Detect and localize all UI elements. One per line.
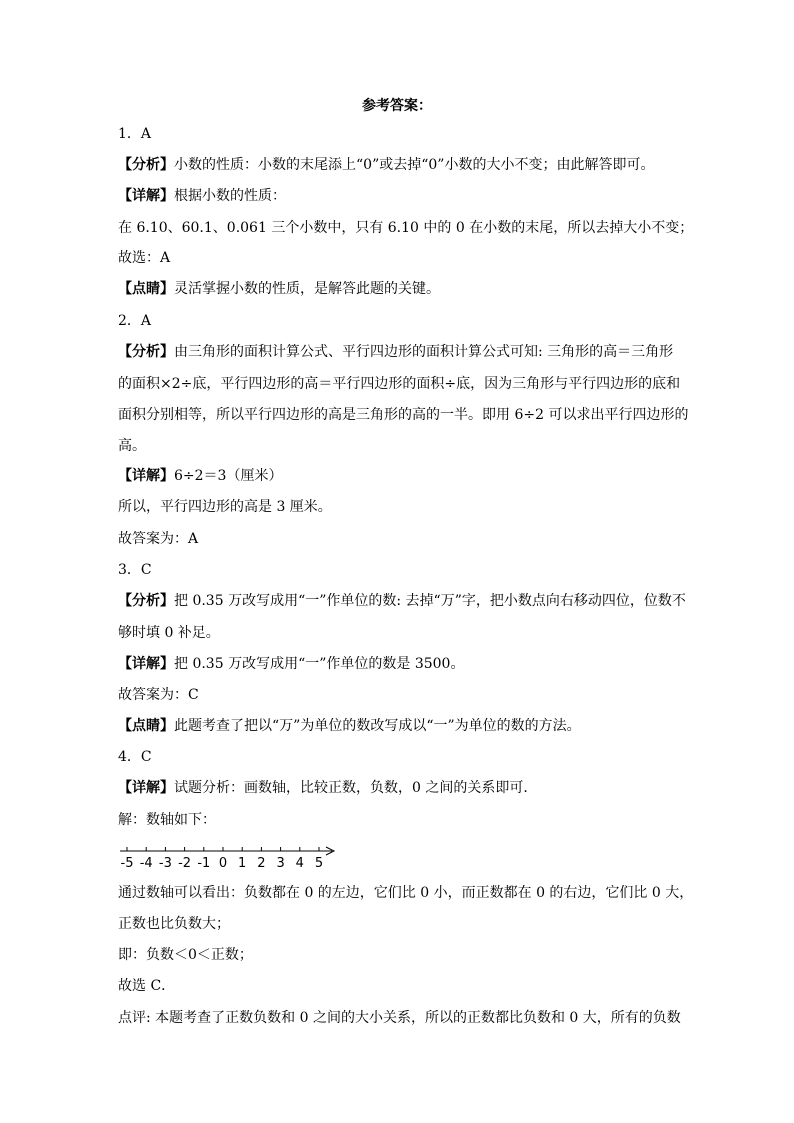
q1-detail-body: 在 6.10、60.1、0.061 三个小数中，只有 6.10 中的 0 在小数的末尾，所以去掉大小不变； <box>118 220 694 236</box>
q4-relation: 即：负数＜0＜正数； <box>118 947 253 963</box>
q4-observation-1: 通过数轴可以看出：负数都在 0 的左边，它们比 0 小，而正数都在 0 的右边，它们比 0 大， <box>118 885 694 901</box>
q3-analysis-line-2: 够时填 0 补足。 <box>118 625 220 641</box>
q1-comment-line <box>118 279 688 299</box>
q1-analysis-text: 小数的性质：小数的末尾添上“0”或去掉“0”小数的大小不变；由此解答即可。 <box>174 157 655 173</box>
number-line-label: 4 <box>295 856 304 871</box>
q2-final: 故答案为：A <box>118 531 199 547</box>
q3-analysis-text: 把 0.35 万改写成用“一”作单位的数: 去掉“万”字，把小数点向右移动四位，位数不 <box>174 593 686 609</box>
q2-analysis-line-2: 的面积×2÷底，平行四边形的高＝平行四边形的面积÷底，因为三角形与平行四边形的底和 <box>118 376 681 392</box>
q1-detail-text: 根据小数的性质： <box>174 188 286 204</box>
q3-comment-text: 此题考查了把以“万”为单位的数改写成以“一”为单位的数的方法。 <box>174 718 581 734</box>
number-line-label: 0 <box>218 856 228 871</box>
q2-detail-text: 6÷2＝3（厘米） <box>174 468 283 484</box>
q4-choice: 故选 C． <box>118 978 176 994</box>
number-line-label: -2 <box>178 856 192 871</box>
analysis-tag: 【分析】 <box>118 344 174 360</box>
number-line-label: -1 <box>197 856 211 871</box>
number-line <box>118 843 348 873</box>
number-line-label: 5 <box>314 856 324 871</box>
analysis-tag: 【分析】 <box>118 157 174 173</box>
q1-choice: 故选：A <box>118 250 171 266</box>
q2-analysis-line <box>118 342 688 362</box>
comment-tag: 【点睛】 <box>118 718 174 734</box>
q4-observation-2: 正数也比负数大； <box>118 916 230 932</box>
analysis-tag: 【分析】 <box>118 593 174 609</box>
comment-tag: 【点睛】 <box>118 281 174 297</box>
q4-answer: 4．C <box>118 749 152 765</box>
q4-detail-line <box>118 778 688 798</box>
q2-answer: 2．A <box>118 313 152 329</box>
q3-answer: 3．C <box>118 562 152 578</box>
q3-analysis-line <box>118 591 688 611</box>
number-line-label: -5 <box>120 856 134 871</box>
q3-final: 故答案为：C <box>118 687 199 703</box>
q3-detail-text: 把 0.35 万改写成用“一”作单位的数是 3500。 <box>174 656 465 672</box>
detail-tag: 【详解】 <box>118 656 174 672</box>
q2-detail-line <box>118 466 688 486</box>
detail-tag: 【详解】 <box>118 468 174 484</box>
q1-answer: 1．A <box>118 126 152 142</box>
q1-detail-line <box>118 186 688 206</box>
number-line-label: -4 <box>139 856 153 871</box>
q2-analysis-line-3: 面积分别相等，所以平行四边形的高是三角形的高的一半。即用 6÷2 可以求出平行四边形的 <box>118 407 689 423</box>
detail-tag: 【详解】 <box>118 188 174 204</box>
q4-review: 点评: 本题考查了正数负数和 0 之间的大小关系，所以的正数都比负数和 0 大，所有的负数 <box>118 1010 681 1026</box>
number-line-label: -3 <box>158 856 172 871</box>
q2-conclusion: 所以，平行四边形的高是 3 厘米。 <box>118 499 332 515</box>
number-line-label: 2 <box>257 856 266 871</box>
number-line-label: 3 <box>276 856 285 871</box>
q4-detail-text: 试题分析：画数轴，比较正数，负数，0 之间的关系即可． <box>174 780 538 796</box>
detail-tag: 【详解】 <box>118 780 174 796</box>
q1-analysis-line <box>118 155 688 175</box>
page-title: 参考答案： <box>362 98 432 114</box>
q2-analysis-line-4: 高。 <box>118 438 146 454</box>
number-line-label: 1 <box>238 856 247 871</box>
q3-detail-line <box>118 654 688 674</box>
q1-comment-text: 灵活掌握小数的性质，是解答此题的关键。 <box>174 281 440 297</box>
q4-solution: 解：数轴如下： <box>118 812 216 828</box>
q3-comment-line <box>118 716 688 736</box>
q2-analysis-text: 由三角形的面积计算公式、平行四边形的面积计算公式可知: 三角形的高＝三角形 <box>174 344 674 360</box>
